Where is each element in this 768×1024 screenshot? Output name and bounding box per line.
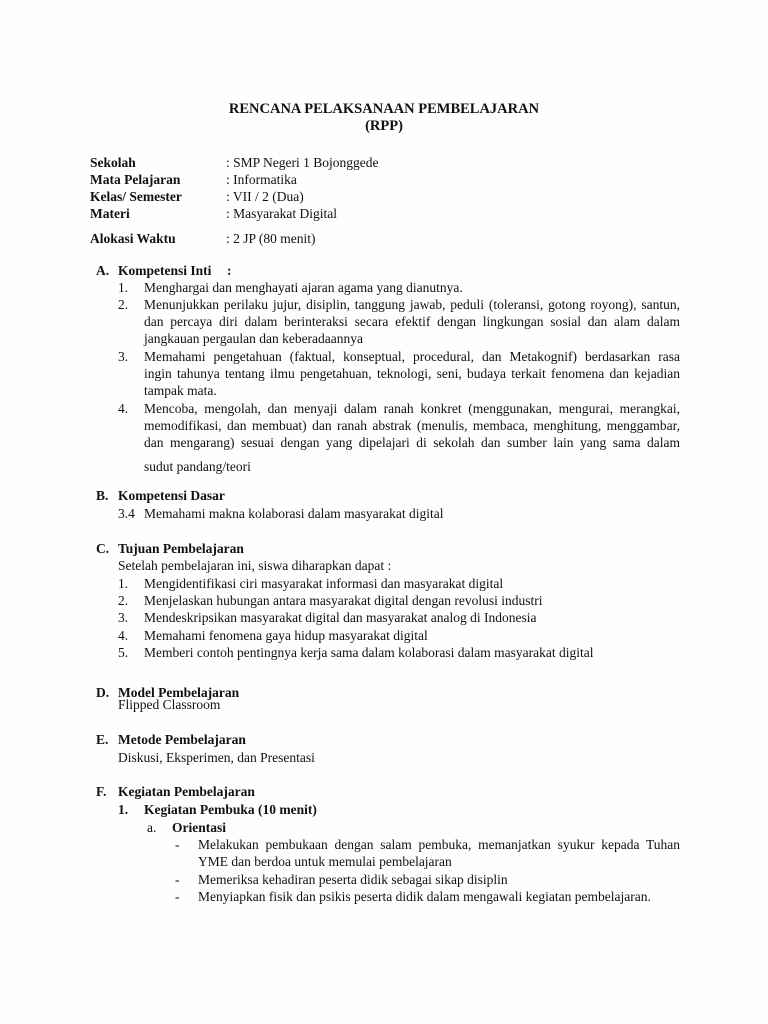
section-letter: A. — [96, 263, 110, 278]
identity-label: Sekolah — [90, 155, 136, 170]
list-number: 2. — [118, 297, 129, 312]
section-letter: C. — [96, 541, 110, 556]
section-letter: E. — [96, 732, 109, 747]
section-heading: Kompetensi Inti — [118, 263, 212, 278]
identity-label: Mata Pelajaran — [90, 172, 181, 187]
section-intro: Setelah pembelajaran ini, siswa diharapkan dapat : — [118, 558, 392, 573]
identity-value: : Informatika — [226, 172, 297, 187]
list-item-text: Memahami fenomena gaya hidup masyarakat digital — [144, 628, 428, 643]
list-item-text: memodifikasi, dan membuat) dan ranah abstrak (menulis, membaca, menghitung, menggambar, — [144, 418, 680, 433]
list-item-text: ingin tahunya tentang ilmu pengetahuan, teknologi, seni, budaya terkait fenomena dan kejadian — [144, 366, 680, 381]
list-item-text: Mendeskripsikan masyarakat digital dan masyarakat analog di Indonesia — [144, 610, 537, 625]
section-heading: Kegiatan Pembelajaran — [118, 784, 255, 799]
list-number: 3. — [118, 349, 129, 364]
list-item-text: Menjelaskan hubungan antara masyarakat digital dengan revolusi industri — [144, 593, 543, 608]
list-item-text: Menunjukkan perilaku jujur, disiplin, tanggung jawab, peduli (toleransi, gotong royong), santun, — [144, 297, 680, 312]
list-number: 3.4 — [118, 506, 135, 521]
list-number: 1. — [118, 576, 129, 591]
list-item-text: jangkauan pergaulan dan keberadaannya — [144, 331, 364, 346]
list-number: 2. — [118, 593, 129, 608]
section-letter: D. — [96, 685, 110, 700]
section-heading: Kompetensi Dasar — [118, 488, 225, 503]
list-number: 3. — [118, 610, 129, 625]
section-heading: Tujuan Pembelajaran — [118, 541, 244, 556]
identity-value: : 2 JP (80 menit) — [226, 231, 316, 246]
list-number: 4. — [118, 401, 129, 416]
identity-value: : VII / 2 (Dua) — [226, 189, 304, 204]
section-letter: F. — [96, 784, 107, 799]
list-item-text: dan mengarang) sesuai dengan yang dipelajari di sekolah dan sumber lain yang sama dalam — [144, 435, 680, 450]
section-heading: Model Pembelajaran — [118, 685, 240, 700]
sub-letter: a. — [147, 820, 157, 835]
identity-label: Alokasi Waktu — [90, 231, 176, 246]
identity-value: : SMP Negeri 1 Bojonggede — [226, 155, 379, 170]
bullet-dash: - — [175, 889, 180, 904]
list-item-text: Memahami makna kolaborasi dalam masyarakat digital — [144, 506, 444, 521]
list-number: 5. — [118, 645, 129, 660]
sub-number: 1. — [118, 802, 129, 817]
list-item-text: Menghargai dan menghayati ajaran agama yang dianutnya. — [144, 280, 463, 295]
bullet-text: YME dan berdoa untuk memulai pembelajaran — [198, 854, 452, 869]
list-number: 1. — [118, 280, 129, 295]
bullet-text: Menyiapkan fisik dan psikis peserta didik dalam mengawali kegiatan pembelajaran. — [198, 889, 651, 904]
list-item-text: tampak mata. — [144, 383, 217, 398]
section-heading: Metode Pembelajaran — [118, 732, 246, 747]
identity-value: : Masyarakat Digital — [226, 206, 337, 221]
list-item-text: Mencoba, mengolah, dan menyaji dalam ranah konkret (menggunakan, mengurai, merangkai, — [144, 401, 680, 416]
list-item-text: Memahami pengetahuan (faktual, konseptual, procedural, dan Metakognif) berdasarkan rasa — [144, 349, 680, 364]
bullet-text: Melakukan pembukaan dengan salam pembuka, memanjatkan syukur kepada Tuhan — [198, 837, 680, 852]
list-number: 4. — [118, 628, 129, 643]
bullet-dash: - — [175, 872, 180, 887]
section-letter: B. — [96, 488, 109, 503]
identity-label: Kelas/ Semester — [90, 189, 182, 204]
sub-heading: Kegiatan Pembuka (10 menit) — [144, 802, 317, 817]
section-text: Flipped Classroom — [118, 697, 221, 712]
list-item-text: Mengidentifikasi ciri masyarakat informasi dan masyarakat digital — [144, 576, 504, 591]
sub-heading: Orientasi — [172, 820, 226, 835]
document-title: RENCANA PELAKSANAAN PEMBELAJARAN — [228, 101, 540, 117]
list-item-text: Memberi contoh pentingnya kerja sama dalam kolaborasi dalam masyarakat digital — [144, 645, 594, 660]
document-subtitle: (RPP) — [365, 118, 403, 134]
identity-label: Materi — [90, 206, 130, 221]
bullet-dash: - — [175, 837, 180, 852]
section-text: Diskusi, Eksperimen, dan Presentasi — [118, 750, 315, 765]
list-item-text: sudut pandang/teori — [144, 459, 251, 474]
bullet-text: Memeriksa kehadiran peserta didik sebagai sikap disiplin — [198, 872, 508, 887]
list-item-text: dan percaya diri dalam berinteraksi secara efektif dengan lingkungan sosial dan alam dalam — [144, 314, 680, 329]
section-heading-colon: : — [227, 263, 232, 278]
